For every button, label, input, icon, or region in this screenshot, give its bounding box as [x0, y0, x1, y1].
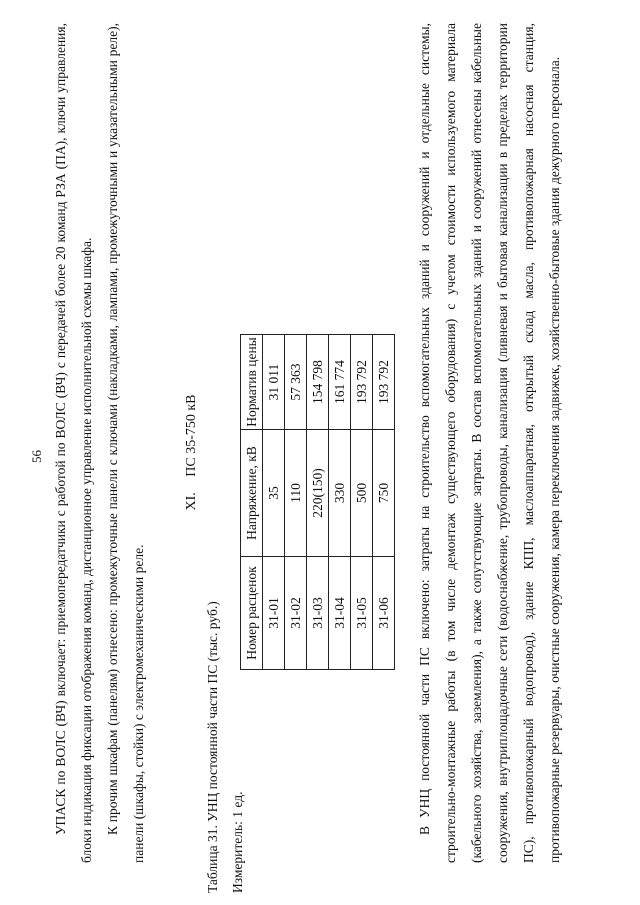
cell-voltage: 220(150) [307, 430, 329, 557]
page-number: 56 [29, 450, 44, 463]
section-number: XI. [184, 492, 199, 511]
cell-price-norm: 154 798 [307, 335, 329, 430]
table-header-row [241, 335, 263, 670]
cell-voltage: 750 [373, 430, 395, 557]
cell-price-norm: 57 363 [285, 335, 307, 430]
header-price-norm: Норматив цены [241, 335, 263, 430]
cell-voltage: 35 [263, 430, 285, 557]
table-caption: Таблица 31. УНЦ постоянной части ПС (тыс. руб.) [205, 601, 220, 893]
cell-voltage: 330 [329, 430, 351, 557]
table-row [263, 335, 285, 670]
table-row [329, 335, 351, 670]
unit-label: Измеритель: 1 ед. [230, 791, 245, 893]
paragraph-unc-content: В УНЦ постоянной части ПС включено: затраты на строительство вспомогательных зданий и сооружений и отдельные системы, строительно-монтажные работы (в том числе демонтаж существующего оборудования) с учетом стоимости используемого материала (кабельного хозяйства, заземления), а также сопутствующие затраты. В состав вспомогательных зданий и сооружений отнесены кабельные сооружения, внутриплощадочные сети (водоснабжение, трубопроводы, канализация (ливневая и бытовая канализации в пределах территории ПС), противопожарный водопровод), здание КПП, маслоаппаратная, открытый склад масла, противопожарная насосная станция, противопожарные резервуары, очистные сооружения, камера переключения задвижек, хозяйственно-бытовые здания дежурного персонала. [417, 23, 562, 863]
cell-price-norm: 31 011 [263, 335, 285, 430]
table-row [351, 335, 373, 670]
table-row [307, 335, 329, 670]
paragraph-upask: УПАСК по ВОЛС (ВЧ) включает: приемопередатчики с работой по ВОЛС (ВЧ) с передачей более 20 команд РЗА (ПА), ключи управления, блоки индикация фиксации отображения команд, дистанционное управление исполнительной схемы шкафа. [53, 23, 94, 863]
cell-price-norm: 161 774 [329, 335, 351, 430]
cell-rate-number: 31-06 [373, 557, 395, 670]
cell-rate-number: 31-04 [329, 557, 351, 670]
cell-rate-number: 31-01 [263, 557, 285, 670]
table-row [285, 335, 307, 670]
header-rate-number: Номер расценок [241, 557, 263, 670]
cell-voltage: 110 [285, 430, 307, 557]
paragraph-other-cabinets: К прочим шкафам (панелям) отнесено: промежуточные панели с ключами (накладками, лампами, промежуточными и указательными реле), панели (шкафы, стойки) с электромеханическими реле. [105, 23, 146, 863]
cell-price-norm: 193 792 [351, 335, 373, 430]
price-table [240, 334, 395, 670]
section-title: ПС 35-750 кВ [184, 394, 199, 477]
cell-price-norm: 193 792 [373, 335, 395, 430]
header-voltage: Напряжение, кВ [241, 430, 263, 557]
cell-rate-number: 31-05 [351, 557, 373, 670]
section-heading [184, 0, 200, 905]
cell-rate-number: 31-02 [285, 557, 307, 670]
cell-rate-number: 31-03 [307, 557, 329, 670]
table-row [373, 335, 395, 670]
cell-voltage: 500 [351, 430, 373, 557]
